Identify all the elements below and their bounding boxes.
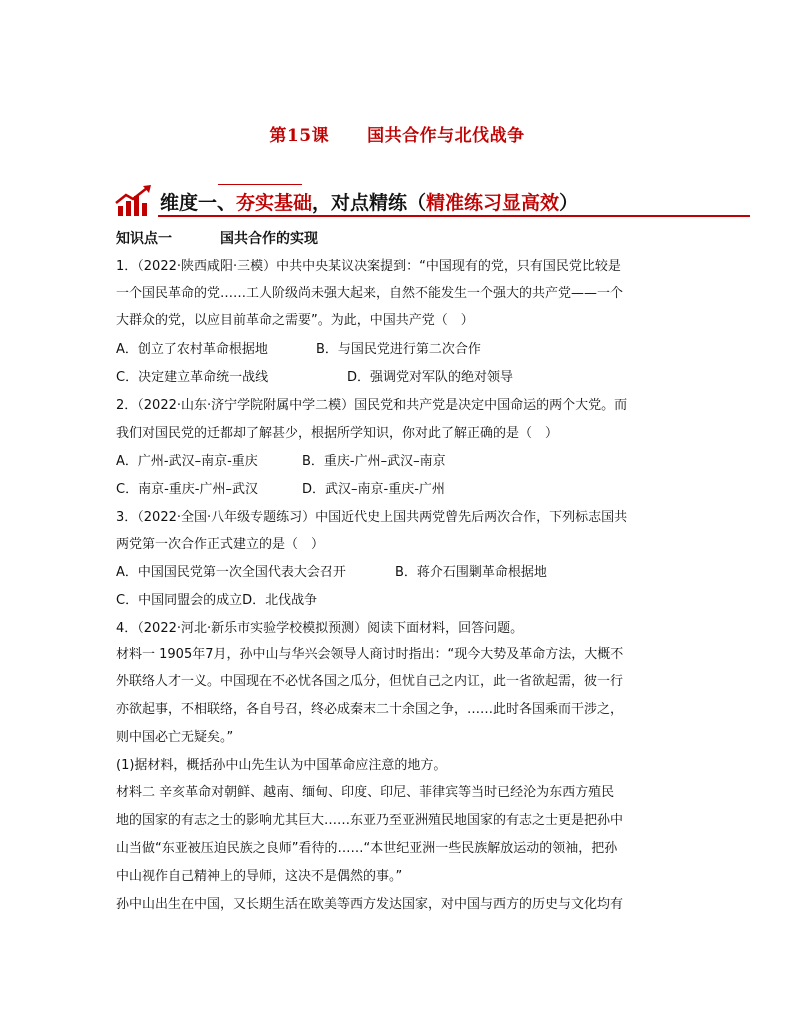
- q1-stem-line-3: 大群众的党，以应目前革命之需要”。为此，中国共产党（ ）: [116, 313, 474, 328]
- q1-options-row-2: [116, 369, 513, 387]
- q3-stem-line-1: 3．（2022·全国·八年级专题练习）中国近代史上国共两党曾先后两次合作，下列标志国共: [116, 510, 628, 525]
- dimension-underline: [158, 215, 750, 217]
- q1-stem-line-2: 一个国民革命的党……工人阶级尚未强大起来，自然不能发生一个强大的共产党——一个: [116, 286, 624, 301]
- knowledge-point-label: 知识点一: [116, 231, 172, 247]
- dimension-prefix: 维度一、: [160, 192, 237, 214]
- q4-material-2-line-1: 材料二 辛亥革命对朝鲜、越南、缅甸、印度、印尼、菲律宾等当时已经沦为东西方殖民: [116, 785, 615, 800]
- q1-options-row-1: [116, 341, 481, 359]
- lesson-name: 国共合作与北伐战争: [367, 126, 525, 146]
- q3-option-a[interactable]: A．中国国民党第一次全国代表大会召开: [116, 565, 346, 580]
- q2-option-a[interactable]: A．广州-武汉–南京-重庆: [116, 454, 258, 469]
- q1-option-b[interactable]: B．与国民党进行第二次合作: [316, 342, 481, 357]
- q4-stem: 4．（2022·河北·新乐市实验学校模拟预测）阅读下面材料，回答问题。: [116, 621, 524, 636]
- q4-material-2-line-2: 地的国家的有志之士的影响尤其巨大……东亚乃至亚洲殖民地国家的有志之士更是把孙中: [116, 813, 624, 828]
- bar-chart-growth-icon: [114, 184, 154, 218]
- lesson-number: 第15课: [269, 126, 330, 146]
- dimension-suffix: ）: [559, 192, 579, 214]
- q4-subquestion-1: (1)据材料，概括孙中山先生认为中国革命应注意的地方。: [116, 758, 447, 773]
- q1-option-d[interactable]: D．强调党对军队的绝对领导: [347, 370, 514, 385]
- q1-stem-line-1: 1．（2022·陕西咸阳·三模）中共中央某议决案提到：“中国现有的党，只有国民党比较是: [116, 259, 621, 274]
- dimension-middle: ，对点精练（: [312, 192, 427, 214]
- q2-option-c[interactable]: C．南京-重庆-广州–武汉: [116, 482, 258, 497]
- knowledge-point-heading: [116, 228, 318, 248]
- dimension-heading: [160, 188, 578, 215]
- q4-material-2-line-5: 孙中山出生在中国，又长期生活在欧美等西方发达国家，对中国与西方的历史与文化均有: [116, 897, 624, 912]
- q3-option-b[interactable]: B．蒋介石围剿革命根据地: [395, 565, 547, 580]
- q3-options-row-2[interactable]: C．中国同盟会的成立D．北伐战争: [116, 593, 318, 608]
- dimension-emphasis: 精准练习显高效: [426, 192, 560, 214]
- q4-material-1-line-2: 外联络人才一义。中国现在不必忧各国之瓜分，但忧自己之内讧，此一省欲起需，彼一行: [116, 674, 624, 689]
- q3-options-row-1: [116, 564, 547, 582]
- dimension-header: [114, 184, 750, 218]
- q4-material-2-line-3: 山当做“东亚被压迫民族之良师”看待的……“本世纪亚洲一些民族解放运动的领袖，把孙: [116, 841, 618, 856]
- q4-material-1-line-4: 则中国必亡无疑矣。”: [116, 730, 234, 745]
- dimension-highlight: 夯实基础: [236, 192, 313, 214]
- q1-option-c[interactable]: C．决定建立革命统一战线: [116, 370, 269, 385]
- lesson-title: [0, 121, 794, 146]
- q2-options-row-2: [116, 481, 445, 499]
- q2-option-b[interactable]: B．重庆-广州–武汉–南京: [302, 454, 446, 469]
- dimension-top-rule: [218, 184, 302, 185]
- q2-option-d[interactable]: D．武汉–南京-重庆-广州: [302, 482, 445, 497]
- q2-stem-line-1: 2．（2022·山东·济宁学院附属中学二模）国民党和共产党是决定中国命运的两个大党。而: [116, 398, 628, 413]
- q4-material-1-line-3: 亦欲起事，不相联络，各自号召，终必成秦末二十余国之争，……此时各国乘而干涉之，: [116, 702, 624, 717]
- q2-stem-line-2: 我们对国民党的迁都却了解甚少，根据所学知识，你对此了解正确的是（ ）: [116, 426, 559, 441]
- q2-options-row-1: [116, 453, 446, 471]
- q1-option-a[interactable]: A．创立了农村革命根据地: [116, 342, 268, 357]
- q4-material-1-line-1: 材料一 1905年7月，孙中山与华兴会领导人商讨时指出：“现今大势及革命方法，大概不: [116, 647, 624, 662]
- q3-stem-line-2: 两党第一次合作正式建立的是（ ）: [116, 537, 325, 552]
- knowledge-point-title: 国共合作的实现: [220, 231, 318, 247]
- q4-material-2-line-4: 中山视作自己精神上的导师，这决不是偶然的事。”: [116, 869, 403, 884]
